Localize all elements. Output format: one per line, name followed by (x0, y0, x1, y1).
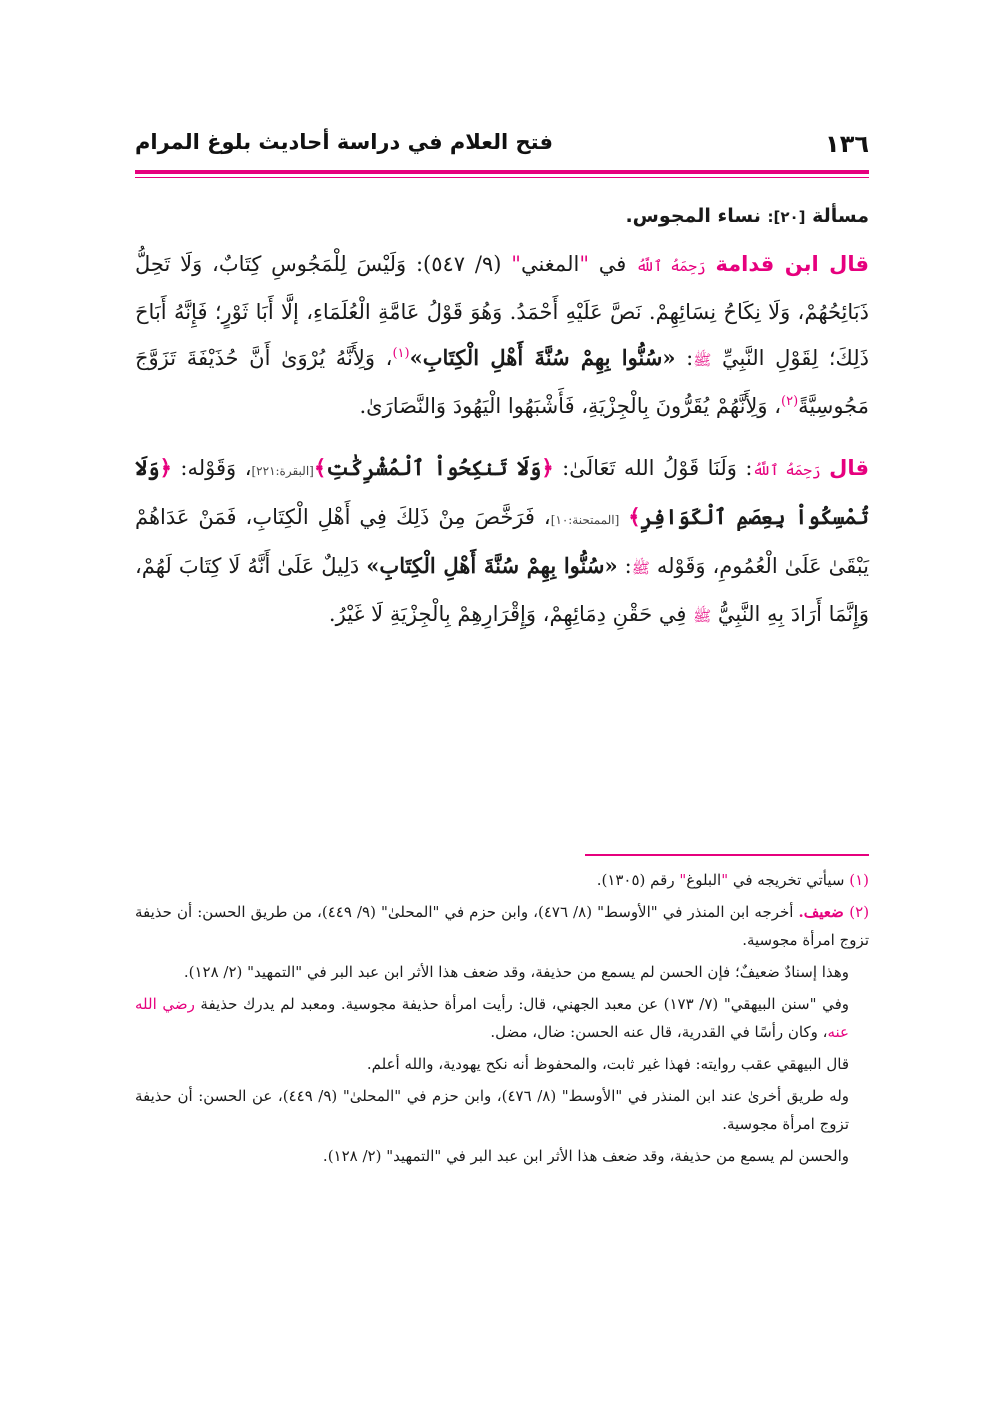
verse-reference: [الممتحنة:١٠] (550, 513, 620, 527)
salawat-glyph: ﷺ (693, 351, 712, 369)
page-number: ١٣٦ (825, 130, 869, 158)
footnote-2-note-4: وله طريق أخرىٰ عند ابن المنذر في "الأوسط" (٨/ ٤٧٦)، وابن حزم في "المحلىٰ" (٩/ ٤٤٩)، عن الحسن: أن حذيفة تزوج امرأة مجوسية. (135, 1087, 850, 1133)
source-title: المغني (520, 252, 580, 276)
footnote-ref-1[interactable]: (١) (392, 346, 410, 361)
speaker-name: قال (829, 456, 869, 480)
honorific: رَحِمَهُ ٱللَّهُ (752, 461, 821, 479)
footnote-2-note-3: قال البيهقي عقب روايته: فهذا غير ثابت، والمحفوظ أنه نكح يهودية، والله أعلم. (366, 1055, 849, 1073)
honorific: رَحِمَهُ ٱللَّهُ (636, 257, 706, 275)
speaker-name: قال ابن قدامة (715, 252, 869, 276)
verse-reference: [البقرة:٢٢١] (251, 464, 314, 478)
header-rule-thin (135, 177, 869, 178)
footnote-2-note-1: وهذا إسنادٌ ضعيفٌ؛ فإن الحسن لم يسمع من حذيفة، وقد ضعف هذا الأثر ابن عبد البر في "التمهيد" (٢/ ١٢٨). (183, 963, 849, 981)
paragraph-ibn-qudama: قال ابن قدامة رَحِمَهُ ٱللَّهُ في "المغني" (٩/ ٥٤٧): وَلَيْسَ لِلْمَجُوسِ كِتَابٌ، وَلَا تَحِلُّ ذَبَائِحُهُمْ، وَلَا نِكَاحُ نِسَائِهِمْ. نَصَّ عَلَيْهِ أَحْمَدُ. وَهُوَ قَوْلُ عَامَّةِ الْعُلَمَاءِ، إلَّا أَبَا ثَوْرٍ؛ فَإِنَّهُ أَبَاحَ ذَلِكَ؛ لِقَوْلِ النَّبِيِّ ﷺ: «سُنُّوا بِهِمْ سُنَّةَ أَهْلِ الْكِتَابِ»$^{(١)}$، وَلِأَنَّهُ يُرْوَىٰ أَنَّ حُذَيْفَةَ تَزَوَّجَ مَجُوسِيَّةً$^{(٢)}$، وَلِأَنَّهُمْ يُقَرُّونَ بِالْجِزْيَةِ، فَأَشْبَهُوا الْيَهُودَ وَالنَّصَارَىٰ. (135, 252, 870, 418)
paragraph-evidence: قال رَحِمَهُ ٱللَّهُ: وَلَنَا قَوْلُ الله تَعَالَىٰ: ﴿وَلَا تَنكِحُواْ ٱلْمُشْرِكَٰتِ﴾[البقرة:٢٢١]، وَقَوْله: ﴿وَلَا تُمْسِكُواْ بِعِصَمِ ٱلْكَوَافِرِ﴾ [الممتحنة:١٠]، فَرَخَّصَ مِنْ ذَلِكَ فِي أَهْلِ الْكِتَابِ، فَمَنْ عَدَاهُمْ يَبْقَىٰ عَلَىٰ الْعُمُومِ، وَقَوْله ﷺ: «سُنُّوا بِهِمْ سُنَّةَ أَهْلِ الْكِتَابِ» دَلِيلٌ عَلَىٰ أَنَّهُ لَا كِتَابَ لَهُمْ، وَإِنَّمَا أَرَادَ بِهِ النَّبِيُّ ﷺ فِي حَقْنِ دِمَائِهِمْ، وَإِقْرَارِهِمْ بِالْجِزْيَةِ لَا غَيْرُ. (135, 455, 869, 626)
hadith-quote: «سُنُّوا بِهِمْ سُنَّةَ أَهْلِ الْكِتَابِ» (409, 345, 676, 370)
footnote-2: (٢) ضعيف. أخرجه ابن المنذر في "الأوسط" (٨/ ٤٧٦)، وابن حزم في "المحلىٰ" (٩/ ٤٤٩)، من طريق الحسن: أن حذيفة تزوج امرأة مجوسية. (135, 903, 870, 949)
footnote-number: (١) (849, 871, 869, 889)
honorific: رضي الله عنه (135, 995, 849, 1041)
footnote-divider (585, 854, 869, 856)
footnote-number: (٢) (849, 903, 870, 921)
quran-verse: وَلَا تُمْسِكُواْ بِعِصَمِ ٱلْكَوَافِرِ (135, 455, 869, 529)
footnote-2-note-2: وفي "سنن البيهقي" (٧/ ١٧٣) عن معبد الجهني، قال: رأيت امرأة حذيفة مجوسية. ومعبد لم يدرك حذيفة رضي الله عنه، وكان رأسًا في القدرية، قال عنه الحسن: ضال، مضل. (135, 995, 850, 1041)
issue-title: نساء المجوس. (625, 205, 761, 227)
quran-verse: وَلَا تَنكِحُواْ ٱلْمُشْرِكَٰتِ (326, 455, 542, 480)
footnotes (135, 866, 869, 1174)
footnote-1: (١) سيأتي تخريجه في "البلوغ" رقم (١٣٠٥). (596, 871, 869, 889)
footnote-2-note-5: والحسن لم يسمع من حذيفة، وقد ضعف هذا الأثر ابن عبد البر في "التمهيد" (٢/ ١٢٨). (322, 1147, 849, 1165)
main-content (135, 196, 869, 653)
grade-label: ضعيف. (798, 903, 850, 921)
salawat-glyph: ﷺ (693, 607, 712, 625)
salawat-glyph: ﷺ (631, 559, 650, 577)
issue-heading (135, 196, 869, 237)
issue-label: مسألة (812, 205, 869, 227)
header-rule-thick (135, 170, 869, 174)
hadith-quote: «سُنُّوا بِهِمْ سُنَّةَ أَهْلِ الْكِتَابِ» (366, 553, 618, 578)
footnote-ref-2[interactable]: (٢) (781, 394, 799, 409)
book-title: فتح العلام في دراسة أحاديث بلوغ المرام (135, 130, 553, 154)
page-header (135, 128, 869, 168)
issue-number: [٢٠]: (767, 208, 806, 226)
